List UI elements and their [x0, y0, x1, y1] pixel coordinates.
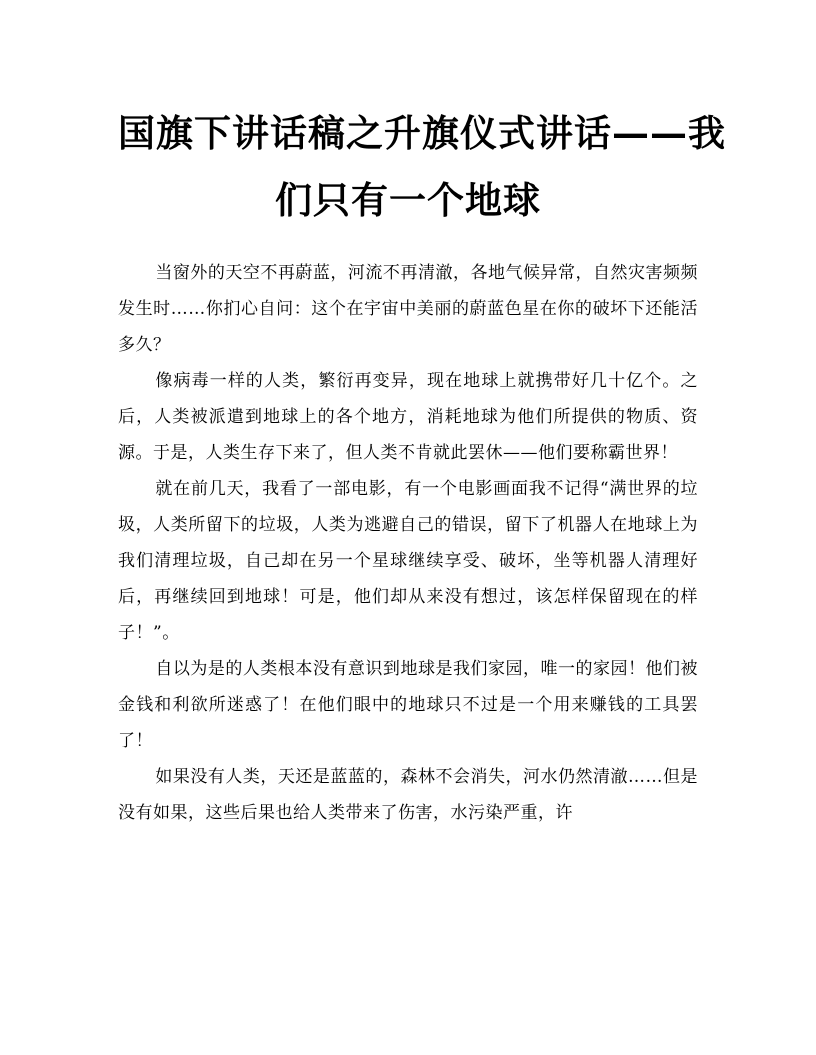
paragraph-4: 自以为是的人类根本没有意识到地球是我们家园，唯一的家园！他们被金钱和利欲所迷惑了！在他们眼中的地球只不过是一个用来赚钱的工具罢了！: [118, 659, 698, 751]
paragraph-1: 当窗外的天空不再蔚蓝，河流不再清澈，各地气候异常，自然灾害频频发生时……你扪心自问：这个在宇宙中美丽的蔚蓝色星在你的破坏下还能活多久？: [118, 263, 698, 355]
document-body: [118, 255, 698, 831]
paragraph-5: 如果没有人类，天还是蓝蓝的，森林不会消失，河水仍然清澈……但是没有如果，这些后果也给人类带来了伤害，水污染严重，许: [118, 767, 698, 823]
document-title-line-1: 国旗下讲话稿之升旗仪式讲话——我: [118, 111, 726, 155]
paragraph-3: 就在前几天，我看了一部电影，有一个电影画面我不记得“满世界的垃圾，人类所留下的垃圾，人类为逃避自己的错误，留下了机器人在地球上为我们清理垃圾，自己却在另一个星球继续享受、破坏，坐等机器人清理好后，再继续回到地球！可是，他们却从来没有想过，该怎样保留现在的样子！”。: [118, 479, 698, 643]
document-title-line-2: 们只有一个地球: [275, 178, 541, 222]
paragraph-2: 像病毒一样的人类，繁衍再变异，现在地球上就携带好几十亿个。之后，人类被派遣到地球上的各个地方，消耗地球为他们所提供的物质、资源。于是，人类生存下来了，但人类不肯就此罢休——他们要称霸世界！: [118, 371, 698, 463]
